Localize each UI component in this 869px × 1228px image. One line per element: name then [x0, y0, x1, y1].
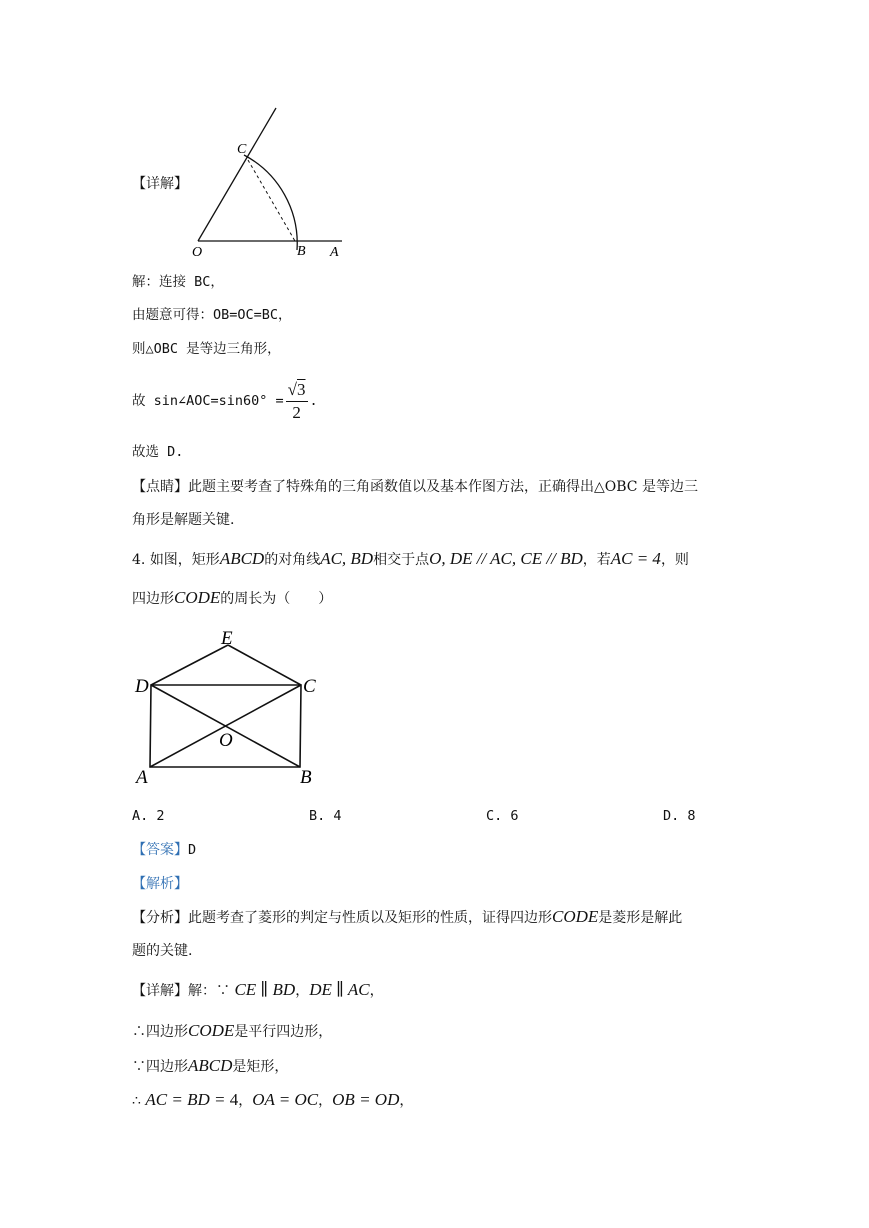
analysis-tag: 【解析】: [132, 876, 188, 892]
answer-value: D: [188, 842, 197, 858]
label-c: C: [237, 142, 247, 157]
detail-line-4: ∴ AC = BD = 4，OA = OC，OB = OD，: [132, 1090, 414, 1109]
label-d: D: [135, 676, 149, 697]
comment-line-2: 角形是解题关键.: [132, 512, 235, 528]
answer-line: [132, 840, 196, 860]
option-b[interactable]: B. 4: [309, 808, 342, 824]
fraction-sqrt3-over-2: [286, 379, 308, 424]
analysis-line-1: 【分析】此题考查了菱形的判定与性质以及矩形的性质，证得四边形CODE是菱形是解此: [132, 907, 683, 926]
question-4-line-2: 四边形CODE的周长为（ ）: [132, 588, 333, 607]
label-a: A: [136, 767, 148, 788]
ray-oc: [198, 108, 276, 241]
solution-line-4: 故 sin∠AOC=sin60° = $\frac{√3}{2}$ .: [132, 379, 318, 422]
option-a[interactable]: A. 2: [132, 808, 165, 824]
segment-ec: [228, 645, 301, 685]
label-e: E: [221, 628, 233, 649]
solution-line-2: 由题意可得：OB=OC=BC，: [132, 307, 292, 323]
analysis-line-2: 题的关键.: [132, 943, 193, 959]
comment-tag: 【点睛】: [132, 479, 188, 495]
label-c: C: [303, 676, 316, 697]
detail-heading: 【详解】: [132, 176, 188, 192]
arc-cb: [244, 155, 297, 250]
solution-line-5: 故选 D.: [132, 444, 184, 460]
figure-angle-arc: [180, 100, 360, 265]
detail-line-1: 【详解】解：∵ CE ∥ BD，DE ∥ AC，: [132, 980, 384, 999]
label-b: B: [297, 244, 306, 259]
answer-tag: 【答案】: [132, 842, 188, 858]
solution-line-1: 解：连接 BC，: [132, 274, 224, 290]
solution-line-3: 则△OBC 是等边三角形，: [132, 341, 281, 357]
label-a: A: [330, 245, 339, 260]
comment-line-1: 【点睛】此题主要考查了特殊角的三角函数值以及基本作图方法，正确得出△OBC 是等边三: [132, 479, 698, 495]
sin-expression: 故 sin∠AOC=sin60° =: [132, 393, 284, 409]
figure-rectangle-rhombus: [130, 625, 330, 790]
option-c[interactable]: C. 6: [486, 808, 519, 824]
label-b: B: [300, 767, 312, 788]
label-o: O: [192, 245, 203, 260]
detail-line-3: ∵四边形ABCD是矩形，: [132, 1056, 289, 1075]
label-o: O: [219, 730, 233, 751]
detail-line-2: ∴四边形CODE是平行四边形，: [132, 1021, 333, 1040]
option-d[interactable]: D. 8: [663, 808, 696, 824]
segment-de: [151, 645, 228, 685]
fraction-denominator: 2: [292, 402, 301, 422]
question-4-line-1: 4. 如图，矩形ABCD的对角线AC, BD相交于点O, DE // AC, CE // BD，若AC = 4，则: [132, 549, 689, 568]
fraction-numerator: √3: [286, 379, 308, 402]
